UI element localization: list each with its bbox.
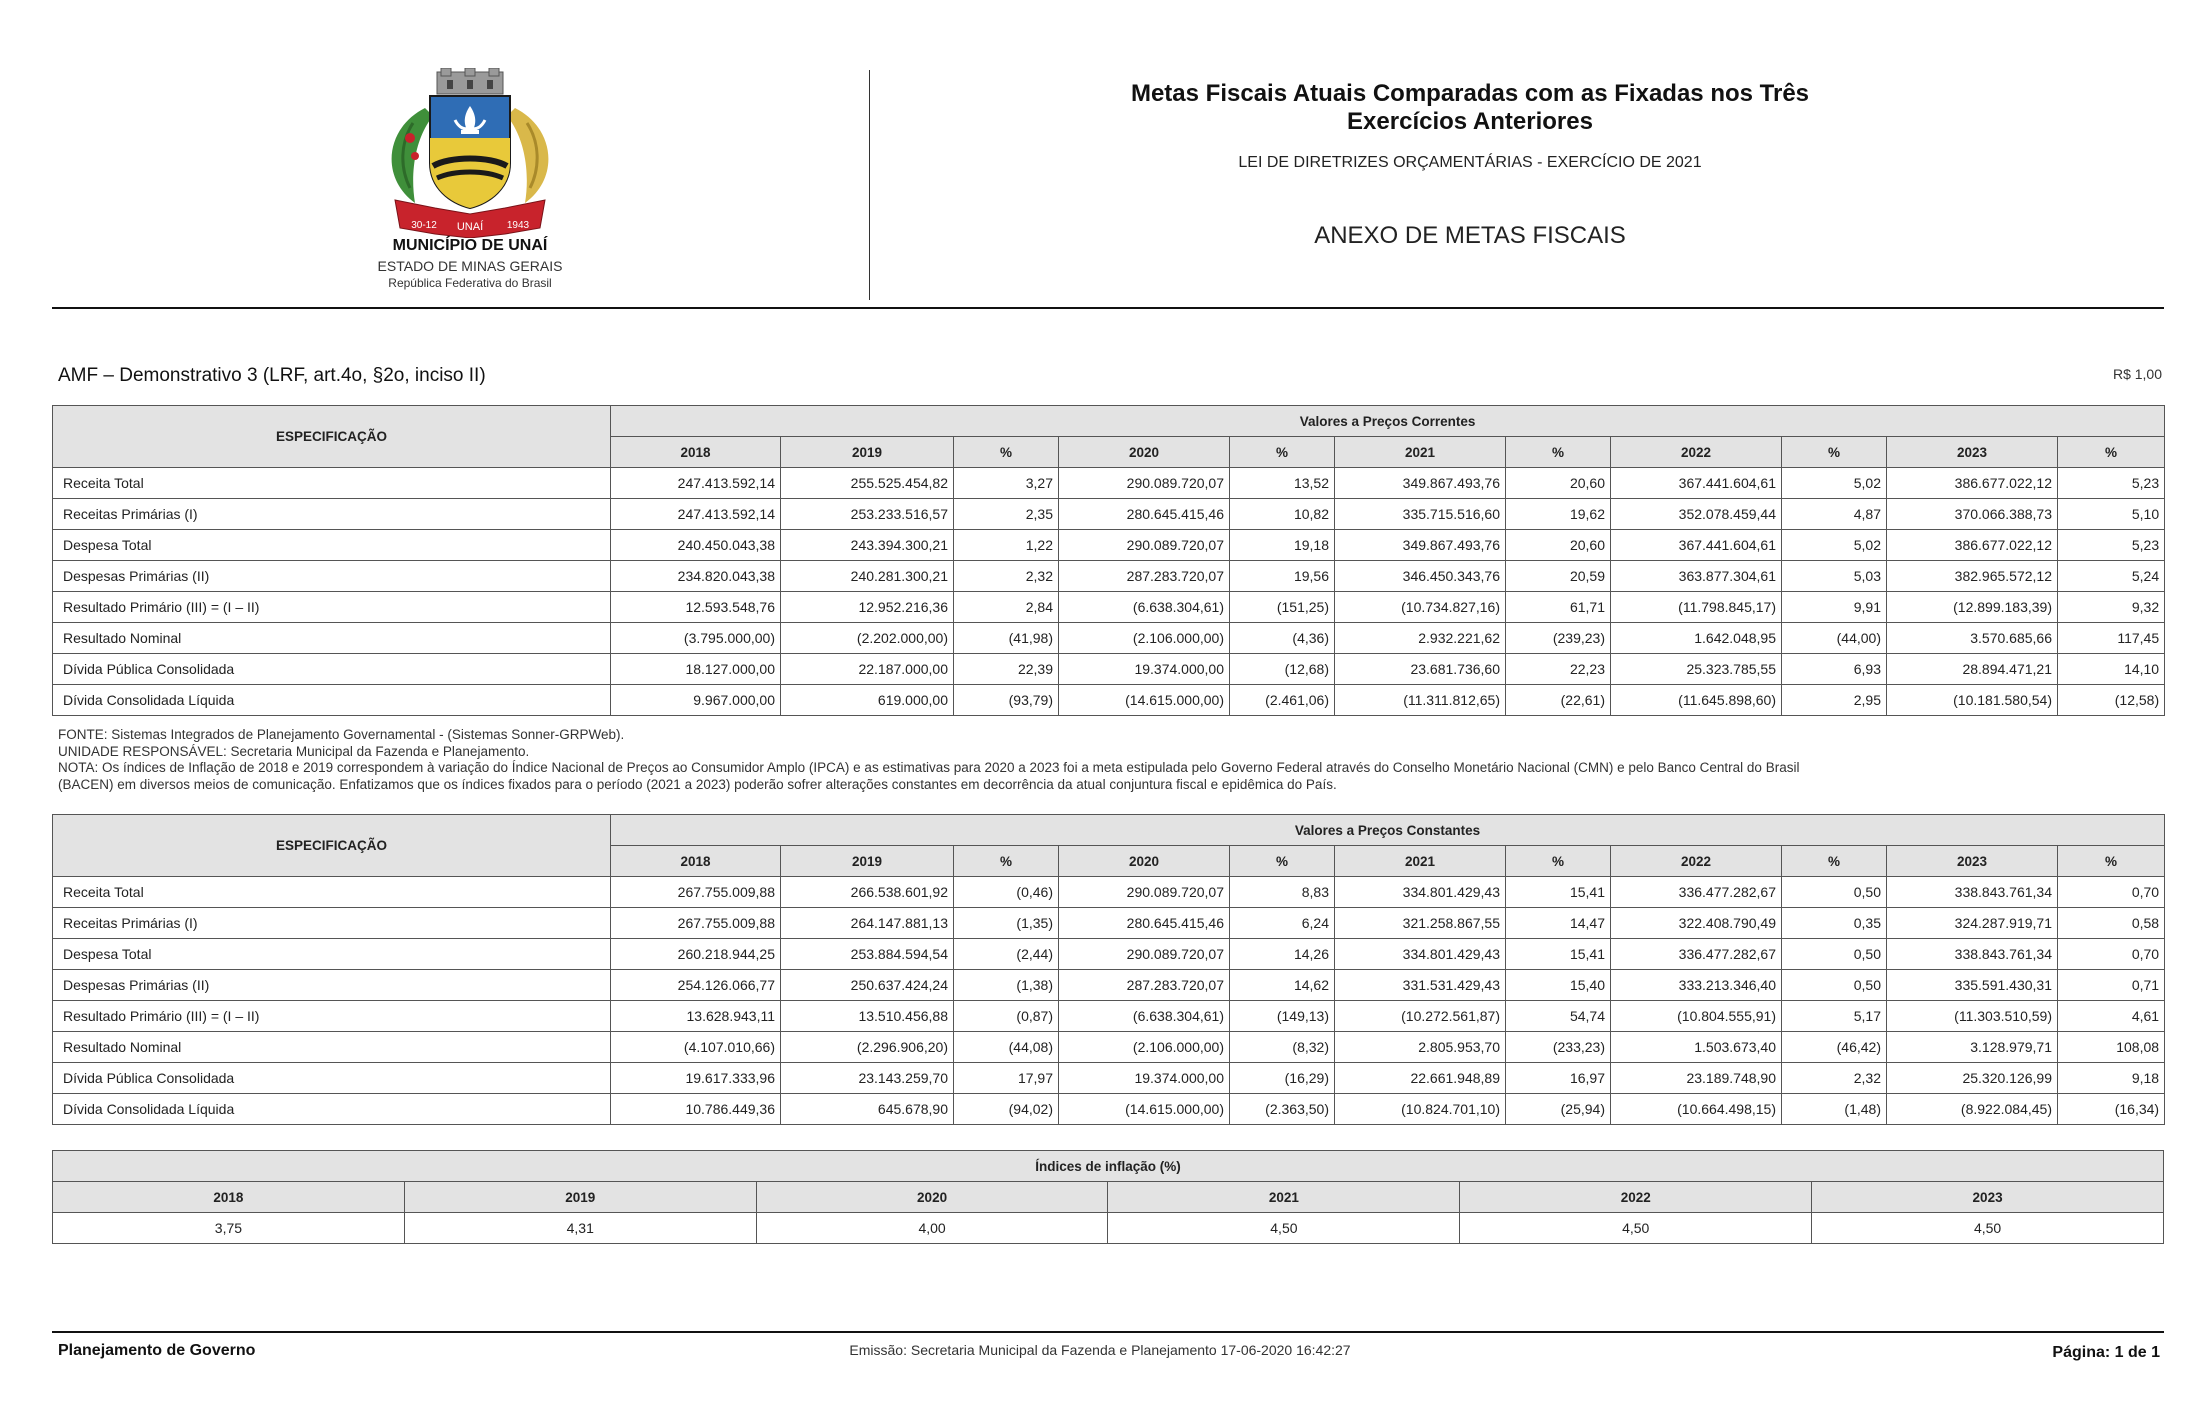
cell-percent: 2.805.953,70: [1335, 1032, 1506, 1063]
inflation-value: 4,00: [756, 1213, 1108, 1244]
cell-percent: 349.867.493,76: [1335, 468, 1506, 499]
cell-value: 247.413.592,14: [611, 499, 781, 530]
cell-percent: (6.638.304,61): [1059, 1001, 1230, 1032]
col-header: 2020: [756, 1182, 1108, 1213]
cell-percent: 334.801.429,43: [1335, 939, 1506, 970]
cell-percent: 2.932.221,62: [1335, 623, 1506, 654]
cell-value: 5,03: [1782, 561, 1887, 592]
col-header: 2023: [1812, 1182, 2164, 1213]
cell-value: 2,35: [954, 499, 1059, 530]
cell-value: 4,87: [1782, 499, 1887, 530]
cell-value: 2,32: [1782, 1063, 1887, 1094]
document-title: [1090, 80, 1850, 136]
cell-value: 9,32: [2058, 592, 2165, 623]
cell-value: 260.218.944,25: [611, 939, 781, 970]
row-label: Dívida Pública Consolidada: [53, 654, 611, 685]
cell-percent: (8.922.084,45): [1887, 1094, 2058, 1125]
cell-percent: 23.681.736,60: [1335, 654, 1506, 685]
cell-value: (12,58): [2058, 685, 2165, 716]
cell-value: 0,35: [1782, 908, 1887, 939]
cell-percent: 363.877.304,61: [1611, 561, 1782, 592]
note-text-line2: (BACEN) em diversos meios de comunicação. Enfatizamos que os índices fixados para o período (2021 a 2023) poderão sofrer alterações constantes em decorrência da atual conjuntura fiscal e epidêmica do País.: [58, 776, 1337, 792]
document-title-line2: Exercícios Anteriores: [1347, 108, 1593, 135]
cell-value: 0,50: [1782, 877, 1887, 908]
row-label: Dívida Consolidada Líquida: [53, 1094, 611, 1125]
col-header: %: [1506, 437, 1611, 468]
cell-value: (22,61): [1506, 685, 1611, 716]
page-number: Página: 1 de 1: [2052, 1344, 2160, 1361]
cell-value: 18.127.000,00: [611, 654, 781, 685]
cell-value: (2.461,06): [1230, 685, 1335, 716]
document-title-line1: Metas Fiscais Atuais Comparadas com as Fixadas nos Três: [1130, 80, 1810, 107]
inflation-value: 4,50: [1108, 1213, 1460, 1244]
table-row: [53, 1213, 2164, 1244]
table-notes: [58, 727, 2158, 793]
cell-percent: 335.591.430,31: [1887, 970, 2058, 1001]
cell-value: (44,08): [954, 1032, 1059, 1063]
cell-percent: 19.374.000,00: [1059, 654, 1230, 685]
col-header: %: [1506, 846, 1611, 877]
cell-percent: 240.281.300,21: [781, 561, 954, 592]
row-label: Dívida Consolidada Líquida: [53, 685, 611, 716]
cell-value: 2,84: [954, 592, 1059, 623]
cell-percent: 335.715.516,60: [1335, 499, 1506, 530]
cell-percent: 290.089.720,07: [1059, 939, 1230, 970]
col-header: 2022: [1460, 1182, 1812, 1213]
cell-value: (1,38): [954, 970, 1059, 1001]
cell-percent: (2.106.000,00): [1059, 623, 1230, 654]
inflation-title: Índices de inflação (%): [53, 1151, 2164, 1182]
row-label: Resultado Nominal: [53, 1032, 611, 1063]
cell-percent: 336.477.282,67: [1611, 877, 1782, 908]
cell-percent: 382.965.572,12: [1887, 561, 2058, 592]
cell-value: (2,44): [954, 939, 1059, 970]
cell-value: 8,83: [1230, 877, 1335, 908]
cell-value: 247.413.592,14: [611, 468, 781, 499]
row-label: Despesas Primárias (II): [53, 970, 611, 1001]
cell-value: 0,50: [1782, 970, 1887, 1001]
cell-percent: 386.677.022,12: [1887, 468, 2058, 499]
cell-value: 14,26: [1230, 939, 1335, 970]
cell-value: (44,00): [1782, 623, 1887, 654]
cell-percent: 290.089.720,07: [1059, 468, 1230, 499]
col-header: %: [1230, 437, 1335, 468]
col-header: 2021: [1335, 846, 1506, 877]
col-header: %: [2058, 846, 2165, 877]
cell-value: 6,93: [1782, 654, 1887, 685]
cell-percent: (14.615.000,00): [1059, 685, 1230, 716]
cell-percent: 13.510.456,88: [781, 1001, 954, 1032]
cell-value: 5,23: [2058, 468, 2165, 499]
cell-percent: 367.441.604,61: [1611, 468, 1782, 499]
cell-value: 5,02: [1782, 530, 1887, 561]
cell-value: 3,27: [954, 468, 1059, 499]
ribbon-date-right: 1943: [506, 220, 530, 231]
cell-value: (0,46): [954, 877, 1059, 908]
cell-percent: (11.311.812,65): [1335, 685, 1506, 716]
cell-percent: 336.477.282,67: [1611, 939, 1782, 970]
cell-value: 0,50: [1782, 939, 1887, 970]
cell-value: 0,58: [2058, 908, 2165, 939]
group-header: Valores a Preços Correntes: [611, 406, 2165, 437]
table-row: [53, 592, 2165, 623]
col-header: 2019: [781, 437, 954, 468]
cell-percent: 22.661.948,89: [1335, 1063, 1506, 1094]
demonstrativo-title: AMF – Demonstrativo 3 (LRF, art.4o, §2o, inciso II): [58, 365, 486, 386]
cell-value: (2.363,50): [1230, 1094, 1335, 1125]
cell-value: 117,45: [2058, 623, 2165, 654]
cell-value: 2,32: [954, 561, 1059, 592]
cell-percent: 12.952.216,36: [781, 592, 954, 623]
cell-value: 5,23: [2058, 530, 2165, 561]
cell-value: 54,74: [1506, 1001, 1611, 1032]
table-body: [53, 468, 2165, 716]
table-header-row: [53, 815, 2165, 846]
cell-value: (1,35): [954, 908, 1059, 939]
state-name: ESTADO DE MINAS GERAIS: [377, 258, 563, 274]
cell-percent: 253.233.516,57: [781, 499, 954, 530]
table-row: [53, 623, 2165, 654]
row-label: Resultado Primário (III) = (I – II): [53, 592, 611, 623]
cell-value: 20,60: [1506, 468, 1611, 499]
cell-value: 16,97: [1506, 1063, 1611, 1094]
cell-value: (0,87): [954, 1001, 1059, 1032]
col-header: 2021: [1108, 1182, 1460, 1213]
cell-value: 22,39: [954, 654, 1059, 685]
cell-percent: (6.638.304,61): [1059, 592, 1230, 623]
cell-value: 5,02: [1782, 468, 1887, 499]
inflation-value: 4,31: [404, 1213, 756, 1244]
cell-percent: 23.189.748,90: [1611, 1063, 1782, 1094]
cell-value: 234.820.043,38: [611, 561, 781, 592]
cell-value: 254.126.066,77: [611, 970, 781, 1001]
cell-value: 6,24: [1230, 908, 1335, 939]
cell-value: 13,52: [1230, 468, 1335, 499]
inflation-value: 4,50: [1812, 1213, 2164, 1244]
cell-value: 267.755.009,88: [611, 877, 781, 908]
col-header: 2023: [1887, 437, 2058, 468]
cell-value: 10.786.449,36: [611, 1094, 781, 1125]
cell-value: (93,79): [954, 685, 1059, 716]
cell-percent: 619.000,00: [781, 685, 954, 716]
cell-percent: (2.296.906,20): [781, 1032, 954, 1063]
row-label: Receitas Primárias (I): [53, 908, 611, 939]
col-header: %: [954, 437, 1059, 468]
row-label: Resultado Primário (III) = (I – II): [53, 1001, 611, 1032]
cell-value: (41,98): [954, 623, 1059, 654]
cell-percent: 264.147.881,13: [781, 908, 954, 939]
cell-percent: 3.570.685,66: [1887, 623, 2058, 654]
header-divider: [52, 307, 2164, 309]
table-row: [53, 468, 2165, 499]
cell-percent: 243.394.300,21: [781, 530, 954, 561]
table-row: [53, 1001, 2165, 1032]
footer-emission: Emissão: Secretaria Municipal da Fazenda e Planejamento 17-06-2020 16:42:27: [849, 1342, 1351, 1358]
cell-percent: 290.089.720,07: [1059, 530, 1230, 561]
cell-percent: (11.645.898,60): [1611, 685, 1782, 716]
footer-department: Planejamento de Governo: [58, 1342, 256, 1359]
cell-percent: (11.303.510,59): [1887, 1001, 2058, 1032]
table-row: [53, 1063, 2165, 1094]
cell-value: 13.628.943,11: [611, 1001, 781, 1032]
cell-percent: 250.637.424,24: [781, 970, 954, 1001]
cell-value: 4,61: [2058, 1001, 2165, 1032]
cell-value: 9.967.000,00: [611, 685, 781, 716]
col-header: 2022: [1611, 846, 1782, 877]
cell-value: 14,10: [2058, 654, 2165, 685]
cell-value: (16,34): [2058, 1094, 2165, 1125]
cell-percent: (10.181.580,54): [1887, 685, 2058, 716]
cell-value: (12,68): [1230, 654, 1335, 685]
row-label: Receitas Primárias (I): [53, 499, 611, 530]
cell-percent: 321.258.867,55: [1335, 908, 1506, 939]
country-name: República Federativa do Brasil: [388, 276, 552, 290]
table-row: [53, 499, 2165, 530]
cell-percent: 255.525.454,82: [781, 468, 954, 499]
cell-value: 5,24: [2058, 561, 2165, 592]
spec-header: ESPECIFICAÇÃO: [53, 815, 611, 877]
col-header: 2019: [781, 846, 954, 877]
column-header-row: [53, 1182, 2164, 1213]
cell-percent: 3.128.979,71: [1887, 1032, 2058, 1063]
cell-value: 22,23: [1506, 654, 1611, 685]
cell-percent: (2.106.000,00): [1059, 1032, 1230, 1063]
table-row: [53, 1094, 2165, 1125]
table-inflation-indices: [52, 1150, 2164, 1244]
col-header: 2019: [404, 1182, 756, 1213]
cell-value: 10,82: [1230, 499, 1335, 530]
cell-value: 14,62: [1230, 970, 1335, 1001]
cell-percent: 338.843.761,34: [1887, 877, 2058, 908]
footer-divider: [52, 1331, 2164, 1333]
cell-value: (233,23): [1506, 1032, 1611, 1063]
note-source: FONTE: Sistemas Integrados de Planejamento Governamental - (Sistemas Sonner-GRPWeb).: [58, 727, 625, 742]
cell-percent: 370.066.388,73: [1887, 499, 2058, 530]
cell-percent: 324.287.919,71: [1887, 908, 2058, 939]
cell-percent: (10.664.498,15): [1611, 1094, 1782, 1125]
col-header: 2021: [1335, 437, 1506, 468]
cell-percent: 287.283.720,07: [1059, 561, 1230, 592]
municipal-coat-of-arms: [355, 68, 585, 238]
cell-value: (94,02): [954, 1094, 1059, 1125]
table-row: [53, 561, 2165, 592]
table-row: [53, 530, 2165, 561]
group-header: Valores a Preços Constantes: [611, 815, 2165, 846]
row-label: Despesas Primárias (II): [53, 561, 611, 592]
table-header-row: [53, 1151, 2164, 1182]
table-row: [53, 939, 2165, 970]
cell-percent: 266.538.601,92: [781, 877, 954, 908]
cell-percent: 253.884.594,54: [781, 939, 954, 970]
col-header: 2018: [53, 1182, 405, 1213]
inflation-value: 4,50: [1460, 1213, 1812, 1244]
cell-percent: (10.272.561,87): [1335, 1001, 1506, 1032]
cell-percent: 19.374.000,00: [1059, 1063, 1230, 1094]
cell-percent: 352.078.459,44: [1611, 499, 1782, 530]
currency-unit: R$ 1,00: [2112, 366, 2162, 382]
row-label: Receita Total: [53, 877, 611, 908]
col-header: %: [1782, 437, 1887, 468]
cell-value: (151,25): [1230, 592, 1335, 623]
coat-of-arms-icon: [355, 68, 585, 238]
col-header: %: [954, 846, 1059, 877]
col-header: %: [2058, 437, 2165, 468]
municipality-name: MUNICÍPIO DE UNAÍ: [392, 237, 548, 254]
cell-value: 19,62: [1506, 499, 1611, 530]
cell-value: 19,56: [1230, 561, 1335, 592]
table-row: [53, 970, 2165, 1001]
cell-percent: 338.843.761,34: [1887, 939, 2058, 970]
inflation-value: 3,75: [53, 1213, 405, 1244]
row-label: Receita Total: [53, 468, 611, 499]
cell-value: 267.755.009,88: [611, 908, 781, 939]
annex-title: ANEXO DE METAS FISCAIS: [1314, 222, 1626, 249]
cell-value: 12.593.548,76: [611, 592, 781, 623]
cell-value: 1,22: [954, 530, 1059, 561]
cell-value: 2,95: [1782, 685, 1887, 716]
cell-percent: 367.441.604,61: [1611, 530, 1782, 561]
cell-percent: 22.187.000,00: [781, 654, 954, 685]
cell-percent: 1.642.048,95: [1611, 623, 1782, 654]
cell-value: 5,17: [1782, 1001, 1887, 1032]
cell-percent: 331.531.429,43: [1335, 970, 1506, 1001]
table-row: [53, 1032, 2165, 1063]
spec-header: ESPECIFICAÇÃO: [53, 406, 611, 468]
col-header: %: [1230, 846, 1335, 877]
cell-value: 15,40: [1506, 970, 1611, 1001]
note-text-line1: NOTA: Os índices de Inflação de 2018 e 2019 correspondem à variação do Índice Nacional de Preços ao Consumidor Amplo (IPCA) e as estimativas para 2020 a 2023 foi a meta estipulada pelo Governo Federal através do Conselho Monetário Nacional (CMN) e pelo Banco Central do Brasil: [58, 760, 1800, 775]
cell-value: 5,10: [2058, 499, 2165, 530]
table-row: [53, 654, 2165, 685]
table-row: [53, 908, 2165, 939]
row-label: Despesa Total: [53, 530, 611, 561]
cell-value: 240.450.043,38: [611, 530, 781, 561]
cell-value: 15,41: [1506, 939, 1611, 970]
cell-value: (4.107.010,66): [611, 1032, 781, 1063]
header-vertical-divider: [869, 70, 870, 300]
cell-percent: 23.143.259,70: [781, 1063, 954, 1094]
cell-percent: 290.089.720,07: [1059, 877, 1230, 908]
cell-percent: 346.450.343,76: [1335, 561, 1506, 592]
table-body: [53, 877, 2165, 1125]
cell-percent: 645.678,90: [781, 1094, 954, 1125]
cell-percent: (10.804.555,91): [1611, 1001, 1782, 1032]
cell-value: (16,29): [1230, 1063, 1335, 1094]
col-header: 2023: [1887, 846, 2058, 877]
cell-percent: 349.867.493,76: [1335, 530, 1506, 561]
col-header: 2018: [611, 437, 781, 468]
col-header: %: [1782, 846, 1887, 877]
cell-value: 17,97: [954, 1063, 1059, 1094]
row-label: Despesa Total: [53, 939, 611, 970]
cell-percent: 1.503.673,40: [1611, 1032, 1782, 1063]
col-header: 2018: [611, 846, 781, 877]
cell-percent: 322.408.790,49: [1611, 908, 1782, 939]
cell-percent: (10.824.701,10): [1335, 1094, 1506, 1125]
cell-percent: 386.677.022,12: [1887, 530, 2058, 561]
cell-value: 19.617.333,96: [611, 1063, 781, 1094]
cell-value: 15,41: [1506, 877, 1611, 908]
cell-value: 9,18: [2058, 1063, 2165, 1094]
cell-value: 20,60: [1506, 530, 1611, 561]
table-current-prices: [52, 405, 2165, 716]
cell-value: (8,32): [1230, 1032, 1335, 1063]
cell-value: (25,94): [1506, 1094, 1611, 1125]
table-header-row: [53, 406, 2165, 437]
table-constant-prices: [52, 814, 2165, 1125]
cell-value: 9,91: [1782, 592, 1887, 623]
col-header: 2022: [1611, 437, 1782, 468]
ribbon-name: UNAÍ: [456, 221, 484, 233]
cell-value: (149,13): [1230, 1001, 1335, 1032]
cell-value: 19,18: [1230, 530, 1335, 561]
cell-value: (46,42): [1782, 1032, 1887, 1063]
col-header: 2020: [1059, 846, 1230, 877]
cell-value: 14,47: [1506, 908, 1611, 939]
cell-value: 20,59: [1506, 561, 1611, 592]
cell-percent: (2.202.000,00): [781, 623, 954, 654]
cell-value: (239,23): [1506, 623, 1611, 654]
cell-value: (1,48): [1782, 1094, 1887, 1125]
cell-value: 108,08: [2058, 1032, 2165, 1063]
cell-value: 0,71: [2058, 970, 2165, 1001]
note-unit: UNIDADE RESPONSÁVEL: Secretaria Municipal da Fazenda e Planejamento.: [58, 743, 530, 759]
cell-percent: 280.645.415,46: [1059, 499, 1230, 530]
cell-percent: (11.798.845,17): [1611, 592, 1782, 623]
cell-value: (4,36): [1230, 623, 1335, 654]
cell-value: 0,70: [2058, 877, 2165, 908]
cell-percent: (12.899.183,39): [1887, 592, 2058, 623]
cell-percent: 287.283.720,07: [1059, 970, 1230, 1001]
cell-percent: (10.734.827,16): [1335, 592, 1506, 623]
cell-percent: 334.801.429,43: [1335, 877, 1506, 908]
table-row: [53, 877, 2165, 908]
row-label: Dívida Pública Consolidada: [53, 1063, 611, 1094]
cell-value: (3.795.000,00): [611, 623, 781, 654]
table-row: [53, 685, 2165, 716]
col-header: 2020: [1059, 437, 1230, 468]
cell-percent: 280.645.415,46: [1059, 908, 1230, 939]
cell-percent: 25.323.785,55: [1611, 654, 1782, 685]
cell-value: 0,70: [2058, 939, 2165, 970]
row-label: Resultado Nominal: [53, 623, 611, 654]
document-subtitle: LEI DE DIRETRIZES ORÇAMENTÁRIAS - EXERCÍCIO DE 2021: [1238, 154, 1702, 171]
cell-percent: (14.615.000,00): [1059, 1094, 1230, 1125]
cell-percent: 28.894.471,21: [1887, 654, 2058, 685]
ribbon-date-left: 30-12: [411, 220, 437, 231]
cell-value: 61,71: [1506, 592, 1611, 623]
cell-percent: 333.213.346,40: [1611, 970, 1782, 1001]
cell-percent: 25.320.126,99: [1887, 1063, 2058, 1094]
